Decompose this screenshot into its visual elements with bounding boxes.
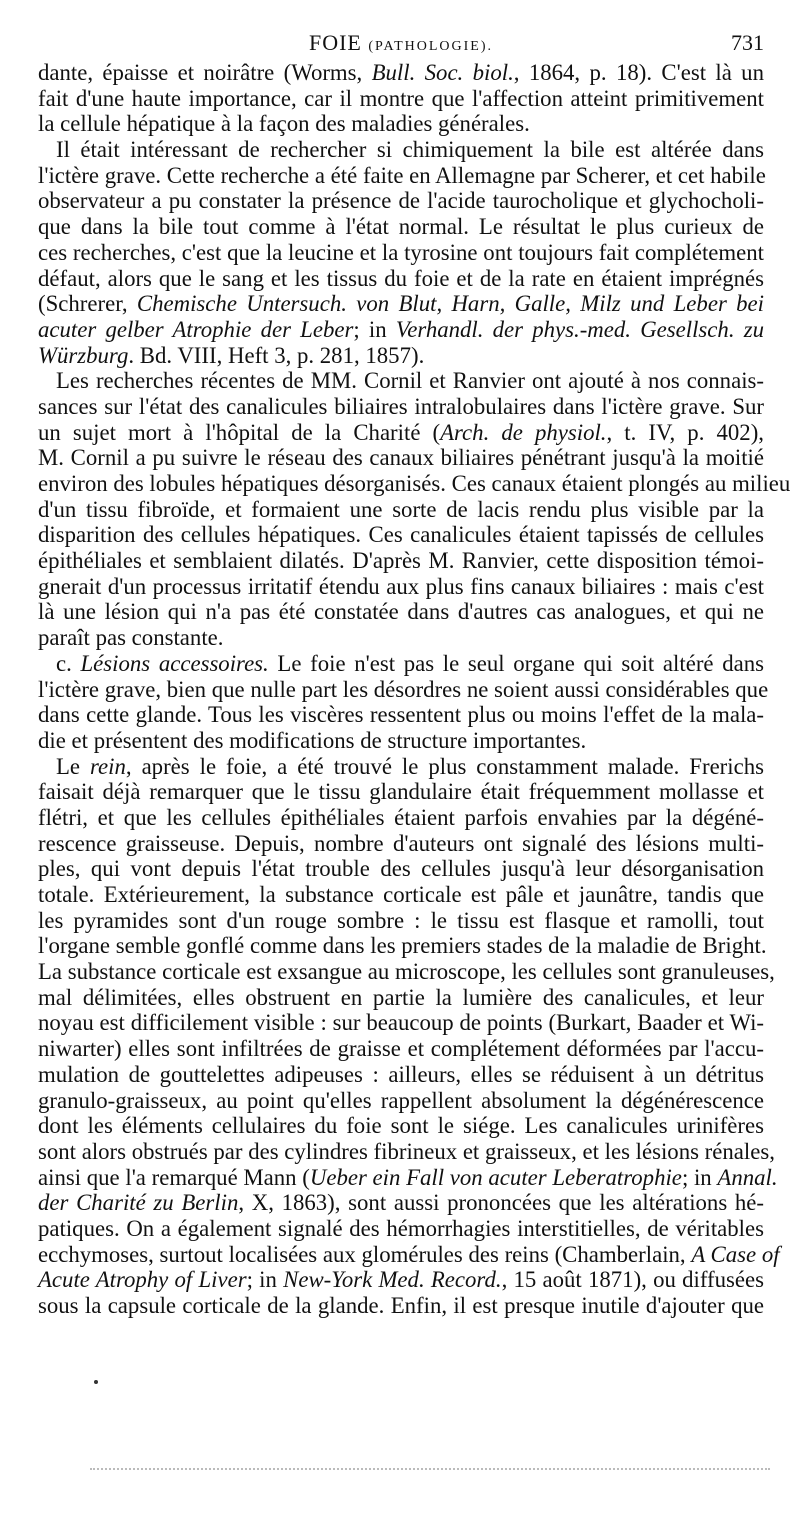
text-line (38, 497, 764, 523)
text-run: ; in (681, 1164, 718, 1190)
text-line (38, 1113, 764, 1139)
italic-run: Acute Atrophy of Liver (38, 1267, 247, 1293)
text-line (38, 985, 764, 1011)
text-line (38, 599, 764, 625)
text-run: fait d'une haute importance, car il montre que l'affection atteint primitivement (38, 85, 764, 111)
text-line (38, 676, 769, 703)
text-run: ; in (246, 1267, 284, 1293)
text-line (38, 1088, 764, 1114)
text-run: (Schrerer, (38, 291, 137, 317)
text-run: sont alors obstrués par des cylindres fibrineux et graisseux, et les lésions rénales, (38, 1138, 775, 1164)
text-run: un sujet mort à l'hôpital de la Charité ( (38, 419, 441, 445)
text-line (38, 1216, 764, 1242)
text-run: environ des lobules hépatiques désorganisés. Ces canaux étaient plongés au milieu (38, 471, 791, 496)
running-title-word: FOIE (308, 30, 362, 55)
text-line (38, 882, 764, 908)
print-speck (94, 1380, 98, 1384)
text-line (38, 522, 764, 548)
text-line (38, 266, 764, 292)
italic-run: rein (90, 753, 126, 779)
text-run: Le (56, 753, 91, 779)
text-line (38, 1062, 764, 1088)
text-line (38, 471, 791, 497)
text-line (38, 368, 764, 394)
italic-run: Annal. (717, 1164, 778, 1190)
text-line (38, 214, 764, 240)
text-run: faisait déjà remarquer que le tissu glandulaire était fréquemment mollasse et (38, 779, 764, 805)
text-run: mulation de gouttelettes adipeuses : ailleurs, elles se réduisent à un détritus (38, 1061, 764, 1087)
text-line (38, 728, 764, 754)
text-line (38, 959, 775, 985)
text-run: La substance corticale est exsangue au microscope, les cellules sont granuleuses, (38, 959, 775, 985)
text-run: totale. Extérieurement, la substance corticale est pâle et jaunâtre, tandis que (38, 882, 764, 907)
text-run: . Bd. VIII, Heft 3, p. 281, 1857). (128, 342, 425, 368)
text-line (38, 1241, 780, 1268)
text-line (38, 111, 764, 137)
text-run: rescence graisseuse. Depuis, nombre d'auteurs ont signalé des lésions multi- (38, 830, 764, 856)
text-run: M. Cornil a pu suivre le réseau des canaux biliaires pénétrant jusqu'à la moitié (38, 445, 764, 471)
text-run: les pyramides sont d'un rouge sombre : le tissu est flasque et ramolli, tout (38, 907, 764, 933)
text-run: paraît pas constante. (38, 625, 224, 651)
text-run: noyau est difficilement visible : sur beaucoup de points (Burkart, Baader et Wi- (38, 1010, 764, 1036)
running-header (38, 30, 764, 60)
text-line (38, 1293, 764, 1319)
text-line (38, 779, 764, 805)
text-run: , 1864, p. 18). C'est là un (513, 60, 764, 85)
text-line (38, 625, 764, 651)
bottom-bleed-through (90, 1468, 770, 1474)
text-line (38, 754, 764, 780)
text-run: la cellule hépatique à la façon des maladies générales. (38, 111, 530, 137)
text-line (38, 240, 764, 266)
text-line (38, 933, 767, 959)
text-run: , t. IV, p. 402), (606, 419, 764, 445)
text-run: disparition des cellules hépatiques. Ces canalicules étaient tapissés de cellules (38, 522, 764, 548)
italic-run: acuter gelber Atrophie der Leber (38, 316, 354, 342)
text-line (38, 163, 764, 189)
text-run: c. (56, 650, 81, 676)
text-line (38, 548, 764, 574)
italic-run: Bull. Soc. biol. (371, 60, 514, 85)
italic-run: Ueber ein Fall von acuter Leberatrophie (309, 1164, 682, 1190)
text-run: observateur a pu constater la présence de l'acide taurocholique et glychocholi- (38, 188, 764, 214)
text-run: ; in (353, 316, 396, 342)
text-line (38, 1267, 764, 1293)
text-line (38, 651, 764, 677)
text-run: Le foie n'est pas le seul organe qui soit altéré dans (268, 650, 764, 676)
text-run: patiques. On a également signalé des hémorrhagies interstitielles, de véritables (38, 1215, 764, 1241)
italic-run: Chemische Untersuch. von Blut, Harn, Galle, Milz und Leber bei (136, 291, 764, 317)
text-line (38, 1164, 778, 1191)
text-run: , 15 août 1871), ou diffusées (501, 1267, 764, 1293)
text-run: défaut, alors que le sang et les tissus du foie et de la rate en étaient imprégnés (38, 265, 764, 291)
text-line (38, 1036, 764, 1062)
text-run: sances sur l'état des canalicules biliaires intralobulaires dans l'ictère grave. Sur (38, 393, 764, 419)
italic-run: Würzburg (38, 342, 129, 368)
text-line (38, 188, 764, 214)
text-line (38, 420, 764, 446)
text-run: dont les éléments cellulaires du foie sont le siége. Les canalicules urinifères (38, 1113, 764, 1139)
text-line (38, 343, 764, 369)
text-line (38, 702, 764, 728)
text-line (38, 574, 764, 600)
text-line (38, 1138, 775, 1165)
page-number: 731 (731, 30, 764, 55)
text-run: die et présentent des modifications de structure importantes. (38, 727, 587, 753)
text-run: que dans la bile tout comme à l'état normal. Le résultat le plus curieux de (38, 214, 764, 240)
text-run: ainsi que l'a remarqué Mann ( (38, 1164, 310, 1190)
text-line (38, 60, 764, 86)
text-run: l'ictère grave, bien que nulle part les désordres ne soient aussi considérables que (38, 676, 769, 702)
text-run: l'organe semble gonflé comme dans les premiers stades de la maladie de Bright. (38, 933, 767, 959)
text-line (38, 137, 764, 163)
text-run: épithéliales et semblaient dilatés. D'après M. Ranvier, cette disposition témoi- (38, 548, 764, 574)
text-line (38, 394, 764, 420)
text-run: ecchymoses, surtout localisées aux glomérules des reins (Chamberlain, (38, 1241, 692, 1267)
text-run: dante, épaisse et noirâtre (Worms, (38, 60, 372, 85)
text-run: Il était intéressant de rechercher si chimiquement la bile est altérée dans (56, 137, 764, 163)
text-run: , X, 1863), sont aussi prononcées que les altérations hé- (238, 1190, 764, 1216)
text-run: d'un tissu fibroïde, et formaient une sorte de lacis rendu plus visible par la (38, 496, 764, 522)
text-run: granulo-graisseux, au point qu'elles rappellent absolument la dégénérescence (38, 1087, 764, 1113)
running-title (38, 30, 764, 56)
text-run: flétri, et que les cellules épithéliales étaient parfois envahies par la dégéné- (38, 804, 764, 830)
text-line (38, 317, 764, 343)
text-line (38, 1190, 764, 1216)
text-line (38, 445, 764, 471)
italic-run: Lésions accessoires. (80, 650, 269, 676)
text-run: l'ictère grave. Cette recherche a été faite en Allemagne par Scherer, et cet habile (38, 162, 766, 188)
text-line (38, 291, 764, 317)
text-run: dans cette glande. Tous les viscères ressentent plus ou moins l'effet de la mala- (38, 702, 764, 728)
italic-run: der Charité zu Berlin (38, 1190, 239, 1216)
text-line (38, 831, 764, 857)
text-line (38, 1010, 764, 1036)
text-line (38, 805, 764, 831)
text-run: sous la capsule corticale de la glande. Enfin, il est presque inutile d'ajouter que (38, 1293, 764, 1318)
running-subtitle: (PATHOLOGIE). (368, 39, 494, 54)
italic-run: A Case of (691, 1241, 780, 1267)
italic-run: Verhandl. der phys.-med. Gesellsch. zu (395, 316, 764, 342)
text-run: niwarter) elles sont infiltrées de graisse et complétement déformées par l'accu- (38, 1036, 764, 1062)
text-run: ples, qui vont depuis l'état trouble des cellules jusqu'à leur désorganisation (38, 856, 764, 882)
text-line (38, 856, 764, 882)
italic-run: New-York Med. Record. (283, 1267, 502, 1293)
text-line (38, 86, 764, 112)
page-body (38, 60, 791, 1319)
text-line (38, 908, 764, 934)
text-run: , après le foie, a été trouvé le plus constamment malade. Frerichs (125, 753, 764, 779)
text-run: gnerait d'un processus irritatif étendu aux plus fins canaux biliaires : mais c'est (38, 573, 764, 599)
text-run: là une lésion qui n'a pas été constatée dans d'autres cas analogues, et qui ne (38, 599, 764, 625)
text-run: Les recherches récentes de MM. Cornil et Ranvier ont ajouté à nos connais- (56, 368, 764, 394)
italic-run: Arch. de physiol. (440, 419, 607, 445)
text-run: ces recherches, c'est que la leucine et la tyrosine ont toujours fait complétement (38, 239, 764, 265)
text-run: mal délimitées, elles obstruent en partie la lumière des canalicules, et leur (38, 984, 764, 1010)
